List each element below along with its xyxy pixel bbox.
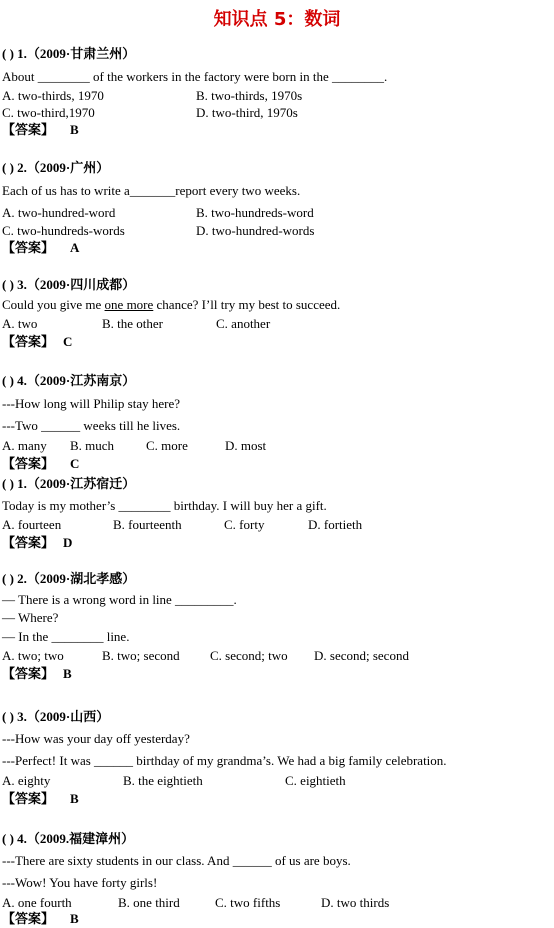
option: A. one fourth	[2, 895, 72, 910]
answer-label: 【答案】	[2, 791, 55, 806]
question-text: ---There are sixty students in our class. And ______ of us are boys.	[2, 853, 351, 868]
answer-value: C	[63, 334, 73, 349]
option: B. the eightieth	[123, 773, 203, 788]
answer-value: B	[63, 666, 72, 681]
option: A. two-hundred-word	[2, 205, 116, 220]
question-header: ( ) 1.（2009·甘肃兰州）	[2, 46, 136, 61]
option: B. two; second	[102, 648, 180, 663]
question-text: ---Two ______ weeks till he lives.	[2, 418, 181, 433]
question-header: ( ) 4.（2009.福建漳州）	[2, 831, 135, 846]
option: D. two-third, 1970s	[196, 105, 298, 120]
question-text-part: Could you give me	[2, 297, 105, 312]
option: A. fourteen	[2, 517, 62, 532]
question-text: — In the ________ line.	[2, 629, 130, 644]
question-text: — Where?	[2, 610, 59, 625]
option: B. fourteenth	[113, 517, 182, 532]
option: C. more	[146, 438, 188, 453]
question-text: ---How long will Philip stay here?	[2, 396, 180, 411]
option: B. two-thirds, 1970s	[196, 88, 303, 103]
option: D. most	[225, 438, 267, 453]
page-title: 知识点 5：数词	[213, 9, 341, 30]
question-header: ( ) 2.（2009·广州）	[2, 160, 110, 175]
answer-label: 【答案】	[2, 535, 55, 550]
answer-value: D	[63, 535, 73, 550]
question-header: ( ) 2.（2009·湖北孝感）	[2, 571, 136, 586]
answer-label: 【答案】	[2, 122, 55, 137]
answer-label: 【答案】	[2, 240, 55, 255]
answer-value: B	[70, 911, 79, 926]
question-header: ( ) 3.（2009·四川成都）	[2, 277, 136, 292]
answer-value: C	[70, 456, 80, 471]
option: B. two-hundreds-word	[196, 205, 314, 220]
question-text: Each of us has to write a_______report every two weeks.	[2, 183, 301, 198]
option: D. fortieth	[308, 517, 363, 532]
option: C. two fifths	[215, 895, 281, 910]
option: A. eighty	[2, 773, 51, 788]
question-text: ---Perfect! It was ______ birthday of my grandma’s. We had a big family celebration.	[2, 753, 447, 768]
question-header: ( ) 1.（2009·江苏宿迁）	[2, 476, 136, 491]
question-text	[2, 297, 340, 313]
option: C. two-third,1970	[2, 105, 95, 120]
option: A. two; two	[2, 648, 64, 663]
answer-label: 【答案】	[2, 666, 55, 681]
option: C. two-hundreds-words	[2, 223, 125, 238]
question-text: ---Wow! You have forty girls!	[2, 875, 158, 890]
question-header: ( ) 3.（2009·山西）	[2, 709, 110, 724]
underlined-phrase: one more	[104, 297, 154, 312]
answer-label: 【答案】	[2, 911, 55, 926]
option: B. much	[70, 438, 115, 453]
option: B. the other	[102, 316, 164, 331]
option: D. two-hundred-words	[196, 223, 315, 238]
option: C. another	[216, 316, 271, 331]
answer-value: A	[70, 240, 80, 255]
option: D. two thirds	[321, 895, 390, 910]
option: A. two-thirds, 1970	[2, 88, 104, 103]
answer-label: 【答案】	[2, 456, 55, 471]
option: C. forty	[224, 517, 265, 532]
answer-value: B	[70, 122, 79, 137]
question-text: ---How was your day off yesterday?	[2, 731, 190, 746]
option: C. second; two	[210, 648, 288, 663]
question-text-part: chance? I’ll try my best to succeed.	[153, 297, 341, 312]
question-text: Today is my mother’s ________ birthday. I will buy her a gift.	[2, 498, 327, 513]
answer-value: B	[70, 791, 79, 806]
option: D. second; second	[314, 648, 409, 663]
question-text: About ________ of the workers in the factory were born in the ________.	[2, 69, 388, 84]
answer-label: 【答案】	[2, 334, 55, 349]
option: A. two	[2, 316, 38, 331]
option: B. one third	[118, 895, 180, 910]
option: A. many	[2, 438, 47, 453]
question-header: ( ) 4.（2009·江苏南京）	[2, 373, 136, 388]
option: C. eightieth	[285, 773, 346, 788]
question-text: — There is a wrong word in line _________.	[2, 592, 237, 607]
